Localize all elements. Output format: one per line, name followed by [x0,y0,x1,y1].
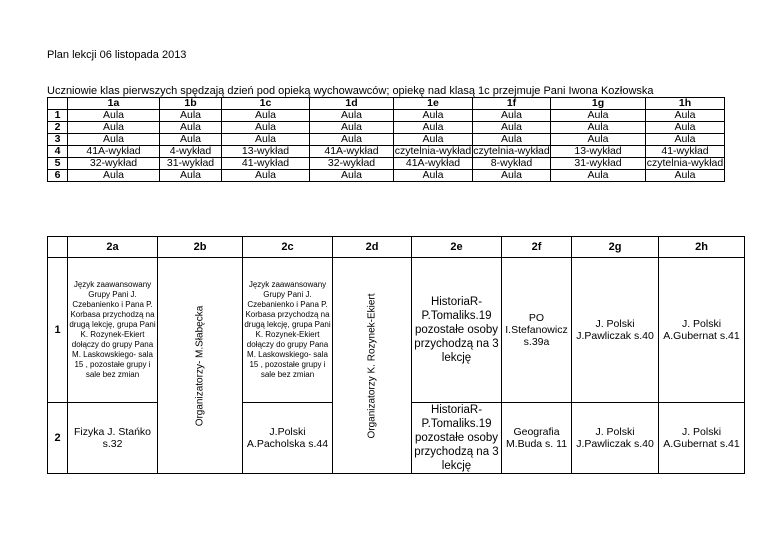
table-cell: czytelnia-wykład [473,145,550,157]
table-row [48,110,725,122]
table-cell: Aula [473,122,551,134]
table-cell: Aula [551,170,646,182]
header-cell: 1b [160,98,222,110]
organizers-2b-cell [158,258,243,474]
table-cell: Aula [222,134,310,146]
table-cell: 41-wykład [646,146,725,158]
table-row [48,258,745,403]
table-cell: J. Polski A.Gubernat s.41 [659,258,745,403]
table-cell: 13-wykład [551,146,646,158]
lesson-number: 2 [48,403,68,474]
table-cell: Aula [646,110,725,122]
table-cell: Aula [310,170,394,182]
table-cell: J. Polski J.Pawliczak s.40 [572,258,659,403]
table-cell: Fizyka J. Stańko s.32 [68,403,158,474]
table-cell: HistoriaR-P.Tomaliks.19 pozostałe osoby przychodzą na 3 lekcję [412,258,502,403]
table-cell: Aula [551,122,646,134]
table-cell: 41A-wykład [394,158,473,170]
table-cell: Język zaawansowany Grupy Pani J. Czebanienko i Pana P. Korbasa przychodzą na drugą lekcję, grupa Pani K. Rozynek-Ekiert dołączy do grupy Pana M. Laskowskiego- sala 15 , pozostałe grupy i sale bez zmian [243,258,333,403]
table-cell: czytelnia-wykład [394,145,472,157]
header-cell: 2g [572,237,659,258]
table-cell: 13-wykład [222,146,310,158]
table-cell: PO I.Stefanowicz s.39a [502,258,572,403]
table-cell: Aula [646,122,725,134]
table-row [48,134,725,146]
lesson-number: 4 [48,146,68,158]
table-cell: Język zaawansowany Grupy Pani J. Czebanienko i Pana P. Korbasa przychodzą na drugą lekcję, grupa Pani K. Rozynek-Ekiert dołączy do grupy Pana M. Laskowskiego- sala 15 , pozostałe grupy i sale bez zmian [68,258,158,403]
second-year-schedule-table [47,236,745,474]
lesson-number: 6 [48,170,68,182]
table-cell: Aula [160,170,222,182]
header-cell: 2d [333,237,412,258]
table-cell: 31-wykład [160,158,222,170]
table-cell: 32-wykład [310,158,394,170]
header-cell: 1d [310,98,394,110]
header-cell: 1a [68,98,160,110]
header-cell: 1f [473,98,551,110]
header-cell: 1h [646,98,725,110]
organizers-2b-text: Organizatorzy- M.Słabęcka [194,305,206,426]
first-year-schedule-table [47,97,725,182]
header-cell: 1c [222,98,310,110]
header-cell: 2c [243,237,333,258]
lesson-number: 3 [48,134,68,146]
table-cell: J. Polski J.Pawliczak s.40 [572,403,659,474]
table-row [48,170,725,182]
table-cell: Aula [473,134,551,146]
table-cell: HistoriaR-P.Tomaliks.19 pozostałe osoby przychodzą na 3 lekcję [412,403,502,474]
table-header-row [48,237,745,258]
table-header-row [48,98,725,110]
table-cell: Aula [310,134,394,146]
header-cell-empty [48,98,68,110]
table-cell: Aula [646,170,725,182]
table-cell: Aula [310,110,394,122]
table-cell: Aula [68,122,160,134]
table-cell: 4-wykład [160,146,222,158]
table-cell: Aula [394,110,473,122]
table-cell: 31-wykład [551,158,646,170]
page-title: Plan lekcji 06 listopada 2013 [47,49,187,61]
table-cell: 41-wykład [222,158,310,170]
table-cell: Aula [551,134,646,146]
table-cell: Aula [222,122,310,134]
table-cell: Aula [68,110,160,122]
table-row [48,158,725,170]
table-cell: Aula [222,170,310,182]
header-cell: 1e [394,98,473,110]
table-cell: Geografia M.Buda s. 11 [502,403,572,474]
table-cell: 41A-wykład [310,146,394,158]
table-cell: Aula [160,134,222,146]
table-cell: 32-wykład [68,158,160,170]
table-cell: Aula [222,110,310,122]
header-cell: 2h [659,237,745,258]
table-cell: J. Polski A.Gubernat s.41 [659,403,745,474]
table-cell: Aula [473,170,551,182]
table-cell: Aula [68,170,160,182]
lesson-number: 1 [48,258,68,403]
table-cell: 41A-wykład [68,146,160,158]
table-cell: Aula [646,134,725,146]
organizers-2d-cell [333,258,412,474]
table-cell: czytelnia-wykład [646,157,724,169]
table-row [48,146,725,158]
lesson-number: 1 [48,110,68,122]
lesson-number: 2 [48,122,68,134]
table-cell: Aula [310,122,394,134]
table-row [48,122,725,134]
table-cell: Aula [551,110,646,122]
table-cell: Aula [394,134,473,146]
table-cell: J.Polski A.Pacholska s.44 [243,403,333,474]
header-cell: 2e [412,237,502,258]
header-cell: 2b [158,237,243,258]
header-cell: 2f [502,237,572,258]
organizers-2d-text: Organizatorzy K. Rozynek-Ekiert [366,292,378,439]
table-cell: 8-wykład [473,158,551,170]
table-cell: Aula [68,134,160,146]
table-cell: Aula [160,122,222,134]
lesson-number: 5 [48,158,68,170]
table-cell: Aula [394,170,473,182]
table-cell: Aula [473,110,551,122]
table-cell: Aula [160,110,222,122]
notice-text: Uczniowie klas pierwszych spędzają dzień pod opieką wychowawców; opiekę nad klasą 1c przejmuje Pani Iwona Kozłowska [47,85,654,97]
header-cell-empty [48,237,68,258]
header-cell: 1g [551,98,646,110]
header-cell: 2a [68,237,158,258]
table-cell: Aula [394,122,473,134]
